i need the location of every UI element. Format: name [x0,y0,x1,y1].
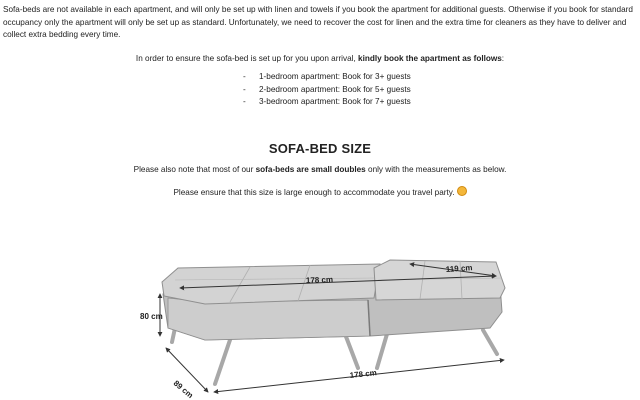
arrival-note-end: : [501,54,505,63]
list-item [243,96,411,109]
leg [215,334,232,384]
booking-list [243,71,411,109]
size-note [0,165,640,174]
list-item-text: 1-bedroom apartment: Book for 3+ guests [259,72,411,81]
bullet-dash: - [243,72,246,81]
list-item [243,84,411,97]
size-note-bold: sofa-beds are small doubles [255,165,366,174]
ensure-note [0,186,640,197]
mattress-left [162,264,380,304]
dimension-label: 178 cm [305,275,334,285]
arrival-note [0,54,640,63]
bullet-dash: - [243,84,246,94]
size-note-start: Please also note that most of our [133,165,256,174]
size-note-end: only with the measurements as below. [365,165,507,174]
sofa-bed-diagram [0,250,640,400]
dimension-label: 119 cm [445,263,473,274]
leg [345,334,358,368]
leg [377,334,387,368]
list-item-text: 2-bedroom apartment: Book for 5+ guests [259,84,411,94]
dimension-label: 89 cm [171,378,195,400]
intro-paragraph: Sofa-beds are not available in each apartment, and will only be set up with linen and towels if you book the apartment for additional guests. Otherwise if you book for standard occupancy only the apartment will only be set up as standard. Unfortunately, we need to recover the cost for linen and the extra time for cleaners as they have to deliver and collect extra bedding every time. [3,5,633,40]
ensure-note-text: Please ensure that this size is large enough to accommodate you travel party. [173,188,455,197]
dimension-label: 178 cm [349,368,378,380]
list-item [243,71,411,84]
section-title: SOFA-BED SIZE [268,141,372,156]
list-item-text: 3-bedroom apartment: Book for 7+ guests [259,97,411,106]
leg [483,330,497,354]
bullet-dash: - [243,97,246,106]
dimension-label: 80 cm [140,312,163,321]
arrival-note-bold: kindly book the apartment as follows [358,54,502,63]
arrival-note-text: In order to ensure the sofa-bed is set up for you upon arrival, [135,54,359,63]
smile-icon [457,186,467,196]
